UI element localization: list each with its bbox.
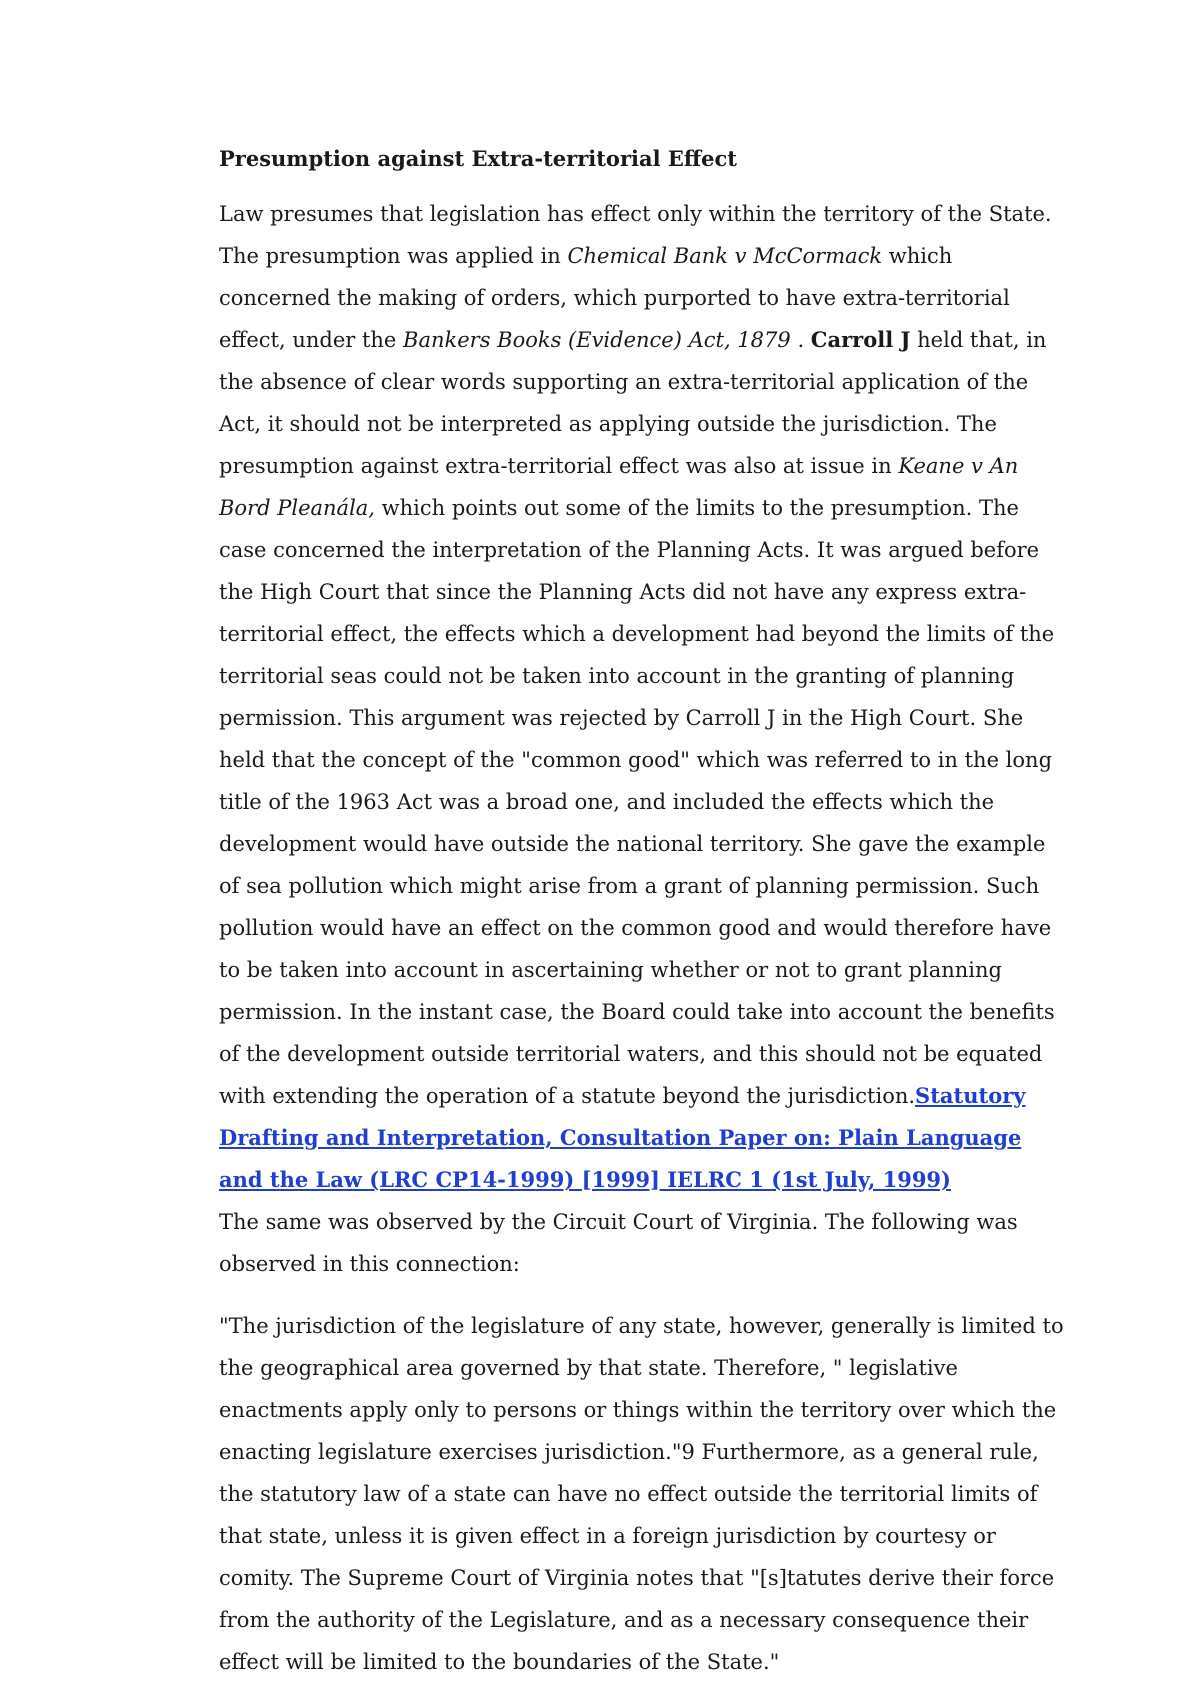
paragraph-text: which points out some of the limits to the presumption. The case concerned the interpretation of the Planning Acts. It was argued before the High Court that since the Planning Acts did not have any express extra-territorial effect, the effects which a development had beyond the limits of the territorial seas could not be taken into account in the granting of planning permission. This argument was rejected by Carroll J in the High Court. She held that the concept of the "common good" which was referred to in the long title of the 1963 Act was a broad one, and included the effects which the development would have outside the national territory. She gave the example of sea pollution which might arise from a grant of planning permission. Such pollution would have an effect on the common good and would therefore have to be taken into account in ascertaining whether or not to grant planning permission. In the instant case, the Board could take into account the benefits of the development outside territorial waters, and this should not be equated with extending the operation of a statute beyond the jurisdiction.	[219, 496, 1055, 1108]
paragraph-text: held that, in the absence of clear words supporting an extra-territorial application of the Act, it should not be interpreted as applying outside the jurisdiction. The presumption against extra-territorial effect was also at issue in	[219, 328, 1047, 478]
case-citation-keane: Keane v An Bord Pleanála,	[219, 454, 1019, 520]
paragraph-main	[219, 193, 1065, 1201]
paragraph-virginia-intro: The same was observed by the Circuit Court of Virginia. The following was observed in this connection:	[219, 1210, 1018, 1276]
judge-name: Carroll J	[810, 327, 911, 352]
act-citation-bankers-books: Bankers Books (Evidence) Act, 1879	[403, 328, 791, 352]
source-citation-link[interactable]: Statutory Drafting and Interpretation, Consultation Paper on: Plain Language and the Law (LRC CP14-1999) [1999] IELRC 1 (1st July, 1999)	[219, 1083, 1026, 1192]
page-title: Presumption against Extra-territorial Effect	[219, 146, 737, 171]
paragraph-text: which concerned the making of orders, which purported to have extra-territorial effect, under the	[219, 244, 1010, 352]
document-body	[219, 143, 1065, 1683]
paragraph-text: Law presumes that legislation has effect only within the territory of the State. The presumption was applied in	[219, 202, 1052, 268]
paragraph-text: .	[790, 328, 811, 352]
case-citation-chemical-bank: Chemical Bank v McCormack	[567, 244, 883, 268]
paragraph-quote: "The jurisdiction of the legislature of any state, however, generally is limited to the geographical area governed by that state. Therefore, " legislative enactments apply only to persons or things within the territory over which the enacting legislature exercises jurisdiction."9 Furthermore, as a general rule, the statutory law of a state can have no effect outside the territorial limits of that state, unless it is given effect in a foreign jurisdiction by courtesy or comity. The Supreme Court of Virginia notes that "[s]tatutes derive their force from the authority of the Legislature, and as a necessary consequence their effect will be limited to the boundaries of the State."	[219, 1314, 1064, 1674]
